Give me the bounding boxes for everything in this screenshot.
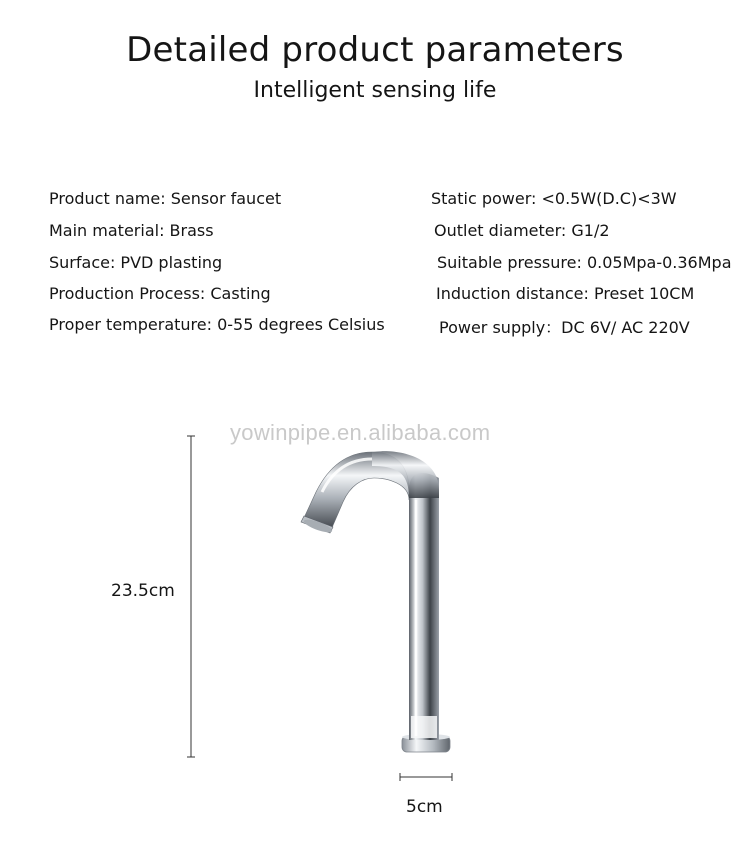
page-title: Detailed product parameters bbox=[126, 30, 624, 70]
spec-right-4: Induction distance: Preset 10CM bbox=[436, 284, 695, 303]
spec-left-1: Product name: Sensor faucet bbox=[49, 189, 282, 208]
faucet-image bbox=[301, 451, 450, 752]
spec-left-4: Production Process: Casting bbox=[49, 284, 271, 303]
height-label: 23.5cm bbox=[111, 581, 175, 601]
spec-right-3: Suitable pressure: 0.05Mpa-0.36Mpa bbox=[437, 253, 732, 272]
spec-left-5: Proper temperature: 0-55 degrees Celsius bbox=[49, 315, 385, 334]
spec-left-3: Surface: PVD plasting bbox=[49, 253, 223, 272]
spec-right-1: Static power: <0.5W(D.C)<3W bbox=[431, 189, 677, 208]
spec-right-2: Outlet diameter: G1/2 bbox=[434, 221, 610, 240]
height-dimension bbox=[187, 436, 195, 757]
spec-left-2: Main material: Brass bbox=[49, 221, 214, 240]
page-subtitle: Intelligent sensing life bbox=[253, 78, 497, 103]
width-label: 5cm bbox=[406, 797, 443, 817]
watermark-text: yowinpipe.en.alibaba.com bbox=[230, 420, 491, 445]
spec-right-5: Power supply：DC 6V/ AC 220V bbox=[439, 318, 690, 337]
width-dimension bbox=[400, 773, 452, 781]
